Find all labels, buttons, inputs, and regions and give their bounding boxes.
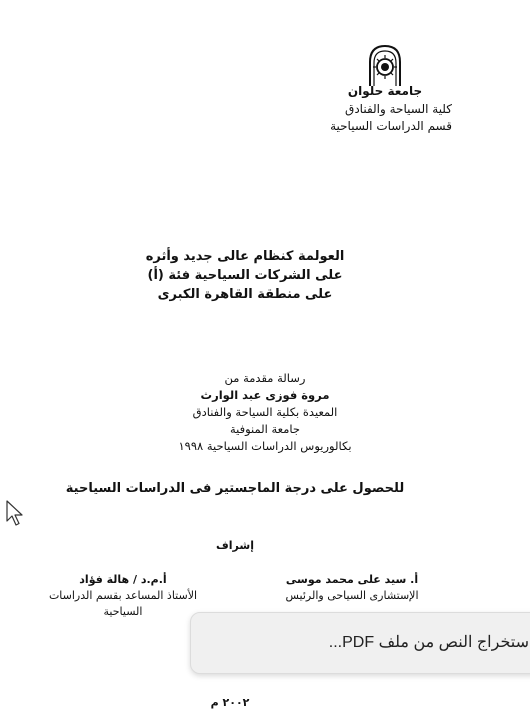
document-year: ٢٠٠٢ م bbox=[210, 696, 250, 709]
author-block bbox=[0, 370, 530, 455]
author-degree: بكالوريوس الدراسات السياحية ١٩٩٨ bbox=[178, 439, 352, 453]
supervisor-1-title: الإستشارى السياحى والرئيس bbox=[285, 589, 419, 602]
university-name: جامعة حلوان bbox=[347, 84, 423, 98]
author-name: مروة فوزى عبد الوارث bbox=[200, 388, 330, 402]
supervisor-1 bbox=[262, 572, 442, 604]
degree-purpose: للحصول على درجة الماجستير فى الدراسات السياحية bbox=[65, 481, 405, 496]
supervisor-2-name: أ.م.د / هالة فؤاد bbox=[79, 573, 167, 586]
faculty-name: كلية السياحة والفنادق bbox=[345, 102, 452, 116]
supervisor-2-title-line-1: الأستاذ المساعد بقسم الدراسات bbox=[48, 589, 198, 602]
supervisor-1-name: أ. سيد على محمد موسى bbox=[285, 573, 419, 586]
supervisor-2-title-line-2: السياحية bbox=[103, 605, 143, 618]
mouse-cursor-icon bbox=[6, 500, 24, 526]
pdf-extract-toast[interactable] bbox=[190, 612, 530, 674]
author-university: جامعة المنوفية bbox=[229, 422, 301, 436]
faculty-header bbox=[330, 101, 452, 135]
toast-message: ستخراج النص من ملف PDF... bbox=[328, 634, 529, 651]
author-position: المعيدة بكلية السياحة والفنادق bbox=[192, 405, 338, 419]
title-line-3: على منطقة القاهرة الكبرى bbox=[157, 287, 333, 302]
title-line-2: على الشركات السياحية فئة (أ) bbox=[147, 268, 343, 283]
department-name: قسم الدراسات السياحية bbox=[330, 119, 452, 133]
presented-by: رسالة مقدمة من bbox=[224, 371, 306, 385]
title-line-1: العولمة كنظام عالى جديد وأثره bbox=[145, 249, 345, 264]
supervision-heading: إشراف bbox=[216, 539, 254, 552]
supervisor-2 bbox=[28, 572, 218, 620]
thesis-title bbox=[0, 247, 530, 304]
